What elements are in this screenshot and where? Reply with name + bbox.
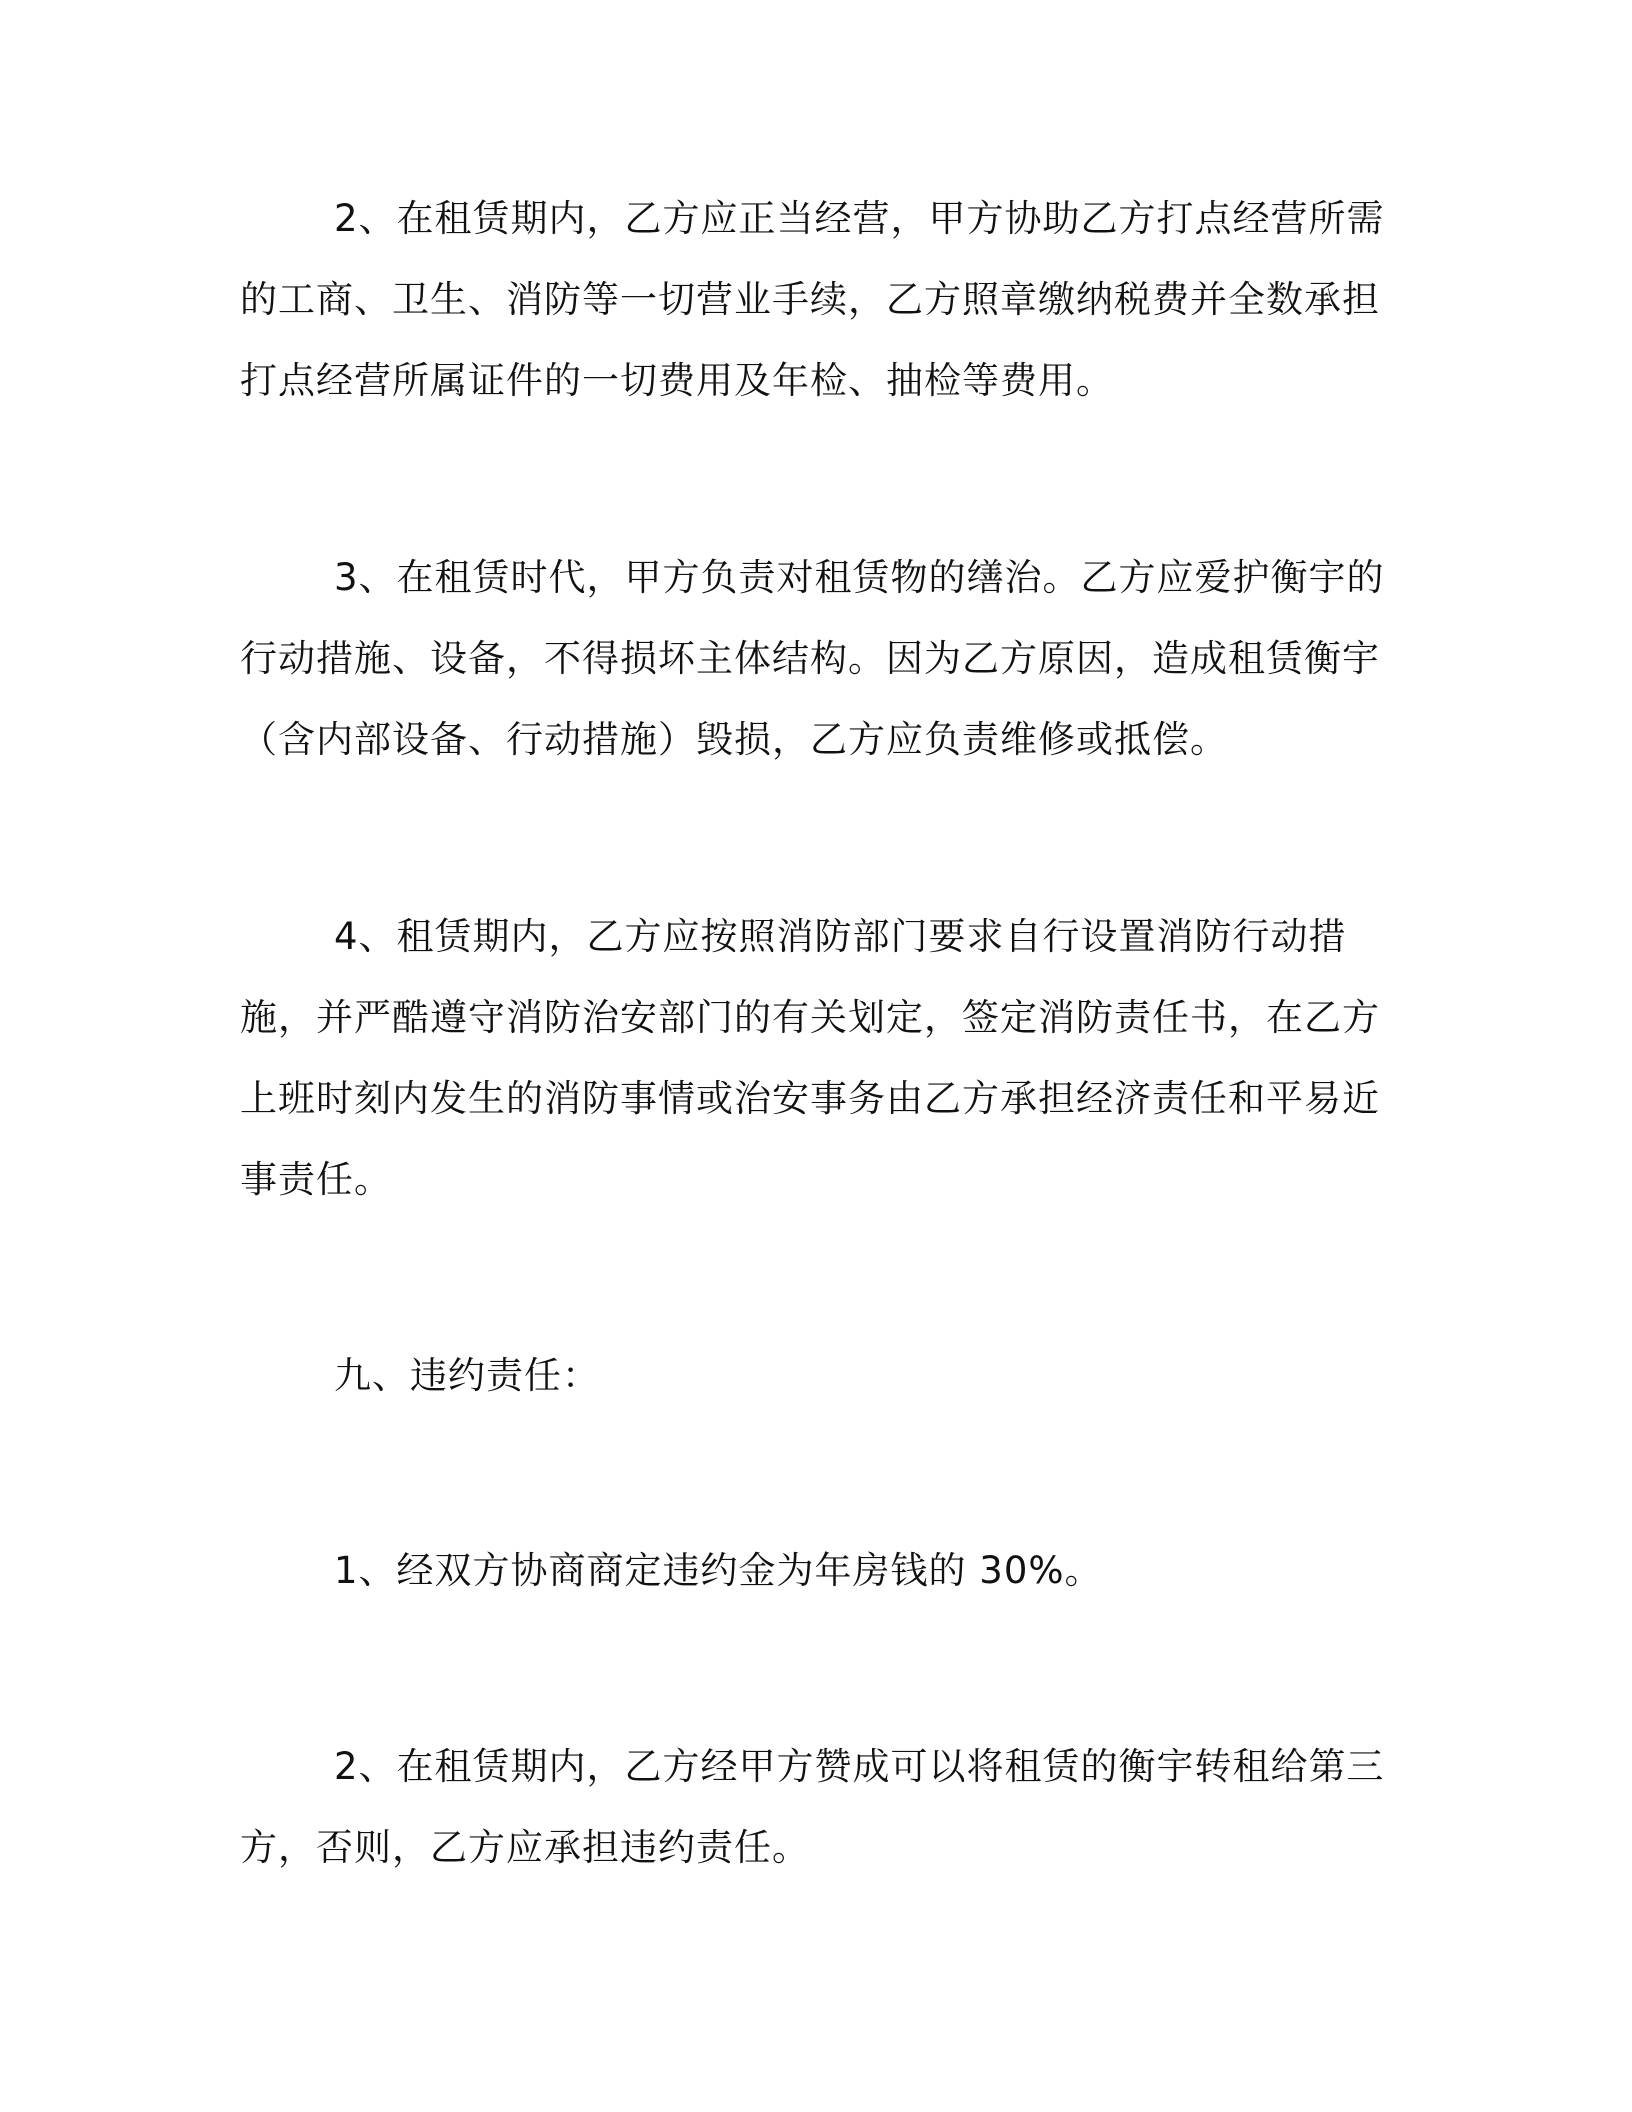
breach-clause-2: 2、在租赁期内，乙方经甲方赞成可以将租赁的衡宇转租给第三方，否则，乙方应承担违约责任。	[240, 1745, 1385, 1869]
breach-clause-1: 1、经双方协商商定违约金为年房钱的 30%。	[334, 1549, 1103, 1592]
clause-paragraph-4: 4、租赁期内，乙方应按照消防部门要求自行设置消防行动措施，并严酷遵守消防治安部门的有关划定，签定消防责任书，在乙方上班时刻内发生的消防事情或治安事务由乙方承担经济责任和平易近事责任。	[240, 915, 1380, 1201]
section-heading-breach-liability: 九、违约责任：	[334, 1354, 600, 1397]
clause-paragraph-2: 2、在租赁期内，乙方应正当经营，甲方协助乙方打点经营所需的工商、卫生、消防等一切营业手续，乙方照章缴纳税费并全数承担打点经营所属证件的一切费用及年检、抽检等费用。	[240, 197, 1385, 402]
clause-paragraph-3: 3、在租赁时代，甲方负责对租赁物的缮治。乙方应爱护衡宇的行动措施、设备，不得损坏主体结构。因为乙方原因，造成租赁衡宇（含内部设备、行动措施）毁损，乙方应负责维修或抵偿。	[240, 556, 1385, 761]
